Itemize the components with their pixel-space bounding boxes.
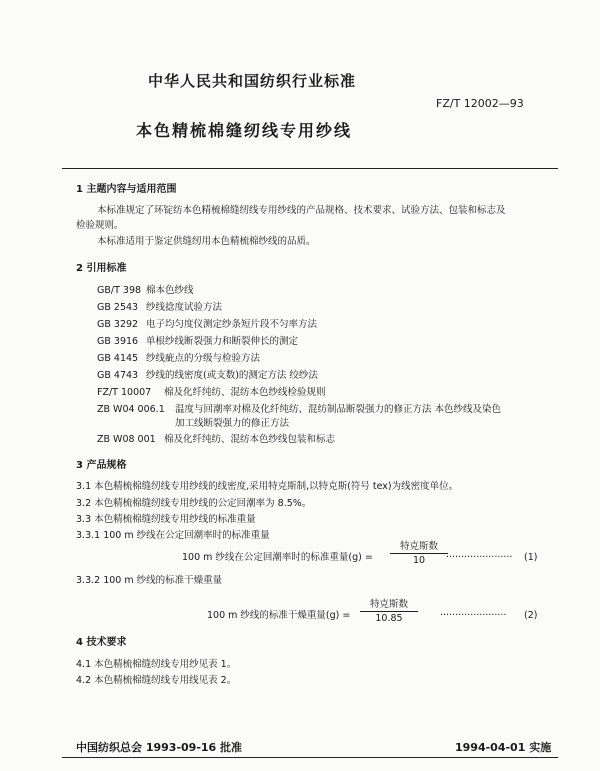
clause-4-1: 4.1 本色精梳棉缝纫线专用纱见表 1。 [76,659,237,670]
section-1-paragraph-1-line-1: 本标准规定了环锭纺本色精梳棉缝纫线专用纱线的产品规格、技术要求、试验方法、包装和标志及 [97,205,506,216]
header-divider [62,168,558,169]
formula-2-fraction [360,599,418,624]
reference-title: 纱线的线密度(或支数)的测定方法 绞纱法 [146,370,318,381]
section-2-heading: 2 引用标准 [76,263,127,274]
approval-date: 中国纺织总会 1993-09-16 批准 [76,741,243,754]
reference-code: GB 3292 [97,319,139,330]
formula-1-leader-dots: ······················ [446,552,513,563]
reference-code: GB/T 398 [97,285,142,296]
reference-code: FZ/T 10007 [97,387,152,398]
formula-2-denominator: 10.85 [375,613,403,624]
reference-title: 棉及化纤纯纺、混纺本色纱线检验规则 [164,387,326,398]
standard-code: FZ/T 12002—93 [436,97,524,110]
reference-code: GB 4145 [97,353,139,364]
formula-1-number: (1) [524,552,538,563]
reference-title: 纱线捻度试验方法 [146,302,223,313]
clause-3-2: 3.2 本色精梳棉缝纫线专用纱线的公定回潮率为 8.5%。 [76,498,312,509]
formula-2-leader-dots: ······················ [440,610,507,621]
clause-3-3: 3.3 本色精梳棉缝纫线专用纱线的标准重量 [76,514,256,525]
reference-code: ZB W04 006.1 [97,404,165,415]
reference-code: GB 2543 [97,302,139,313]
reference-title: 棉及化纤纯纺、混纺本色纱线包装和标志 [164,434,336,445]
footer-divider [62,757,558,758]
reference-title: 温度与回潮率对棉及化纤纯纺、混纺制品断裂强力的修正方法 本色纱线及染色 [175,404,502,415]
reference-title: 单根纱线断裂强力和断裂伸长的测定 [146,336,299,347]
clause-3-3-2: 3.3.2 100 m 纱线的标准干燥重量 [76,575,223,586]
clause-3-1: 3.1 本色精梳棉缝纫线专用纱线的线密度,采用特克斯制,以特克斯(符号 tex)为线密度单位。 [76,481,459,492]
section-1-paragraph-1-line-2: 检验规则。 [76,220,124,231]
reference-code: GB 4743 [97,370,139,381]
section-1-heading: 1 主题内容与适用范围 [76,184,177,195]
reference-title: 电子均匀度仪测定纱条短片段不匀率方法 [146,319,318,330]
reference-code: ZB W08 001 [97,434,156,445]
formula-2-lhs: 100 m 纱线的标准干燥重量(g) = [207,610,351,621]
section-1-paragraph-2: 本标准适用于鉴定供缝纫用本色精梳棉纱线的品质。 [97,236,316,247]
formula-1-denominator: 10 [412,555,426,566]
formula-1-fraction [390,541,448,566]
formula-1-lhs: 100 m 纱线在公定回潮率时的标准重量(g) = [182,552,373,563]
formula-2-number: (2) [524,610,538,621]
reference-title-continued: 加工线断裂强力的修正方法 [175,418,290,429]
reference-title: 纱线疵点的分级与检验方法 [146,353,261,364]
reference-code: GB 3916 [97,336,139,347]
section-3-heading: 3 产品规格 [76,460,127,471]
formula-2-numerator: 特克斯数 [360,599,418,612]
page-title: 本色精梳棉缝纫线专用纱线 [136,121,353,140]
section-4-heading: 4 技术要求 [76,637,127,648]
issuing-organization: 中华人民共和国纺织行业标准 [148,72,357,90]
reference-title: 棉本色纱线 [146,285,194,296]
formula-1-numerator: 特克斯数 [390,541,448,554]
effective-date: 1994-04-01 实施 [455,741,552,754]
clause-4-2: 4.2 本色精梳棉缝纫线专用线见表 2。 [76,675,237,686]
clause-3-3-1: 3.3.1 100 m 纱线在公定回潮率时的标准重量 [76,530,270,541]
